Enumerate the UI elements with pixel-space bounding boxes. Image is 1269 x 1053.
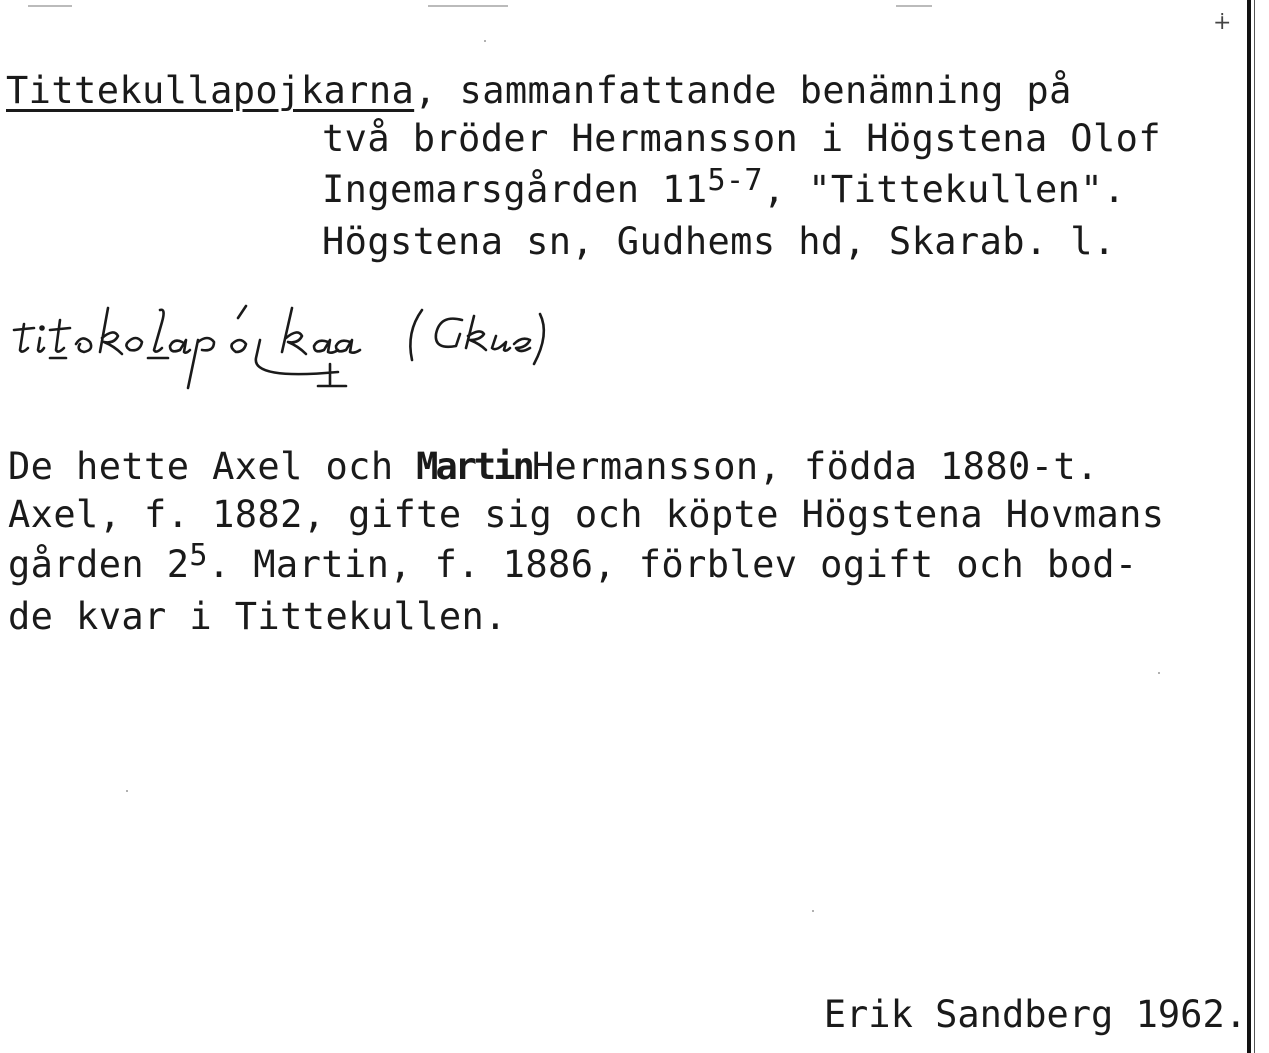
scan-speck: [1158, 672, 1160, 674]
entry-line-2: två bröder Hermansson i Högstena Olof: [322, 117, 1162, 160]
scan-mark: [896, 5, 932, 7]
headword: Tittekullapojkarna: [6, 69, 415, 112]
scan-speck: [126, 790, 128, 792]
definition-start: , sammanfattande benämning på: [414, 69, 1072, 112]
entry-line-3: [322, 165, 1126, 215]
card-edge-inner: [1254, 0, 1255, 1053]
entry-line-4: Högstena sn, Gudhems hd, Skarab. l.: [322, 220, 1116, 263]
entry-first-line: [6, 66, 1072, 116]
body-line-3-suffix: . Martin, f. 1886, förblev ogift och bod-: [207, 543, 1138, 586]
body-line-1-start: De hette Axel och: [8, 445, 417, 488]
body-line-1: [8, 442, 1099, 492]
body-line-3-superscript: 5: [189, 538, 208, 573]
entry-line-3-superscript: 5-7: [707, 163, 763, 198]
handwritten-pronunciation: [10, 288, 650, 398]
scan-mark: [28, 5, 72, 7]
entry-line-3-prefix: Ingemarsgården 11: [322, 168, 708, 211]
scan-speck: [484, 40, 486, 42]
body-line-4: de kvar i Tittekullen.: [8, 595, 507, 638]
entry-line-3-suffix: , "Tittekullen".: [762, 168, 1126, 211]
body-line-3-prefix: gården 2: [8, 543, 190, 586]
scan-mark: [428, 5, 508, 7]
scan-speck: [812, 910, 814, 912]
body-line-2: Axel, f. 1882, gifte sig och köpte Högstena Hovmans: [8, 493, 1165, 536]
corner-mark: ∔: [1213, 10, 1232, 35]
body-line-1-end: Hermansson, födda 1880-t.: [531, 445, 1099, 488]
body-name-overstrike: Martin: [416, 445, 532, 488]
body-line-3: [8, 540, 1138, 590]
card-edge: [1247, 0, 1251, 1053]
signature: Erik Sandberg 1962.: [823, 993, 1247, 1036]
